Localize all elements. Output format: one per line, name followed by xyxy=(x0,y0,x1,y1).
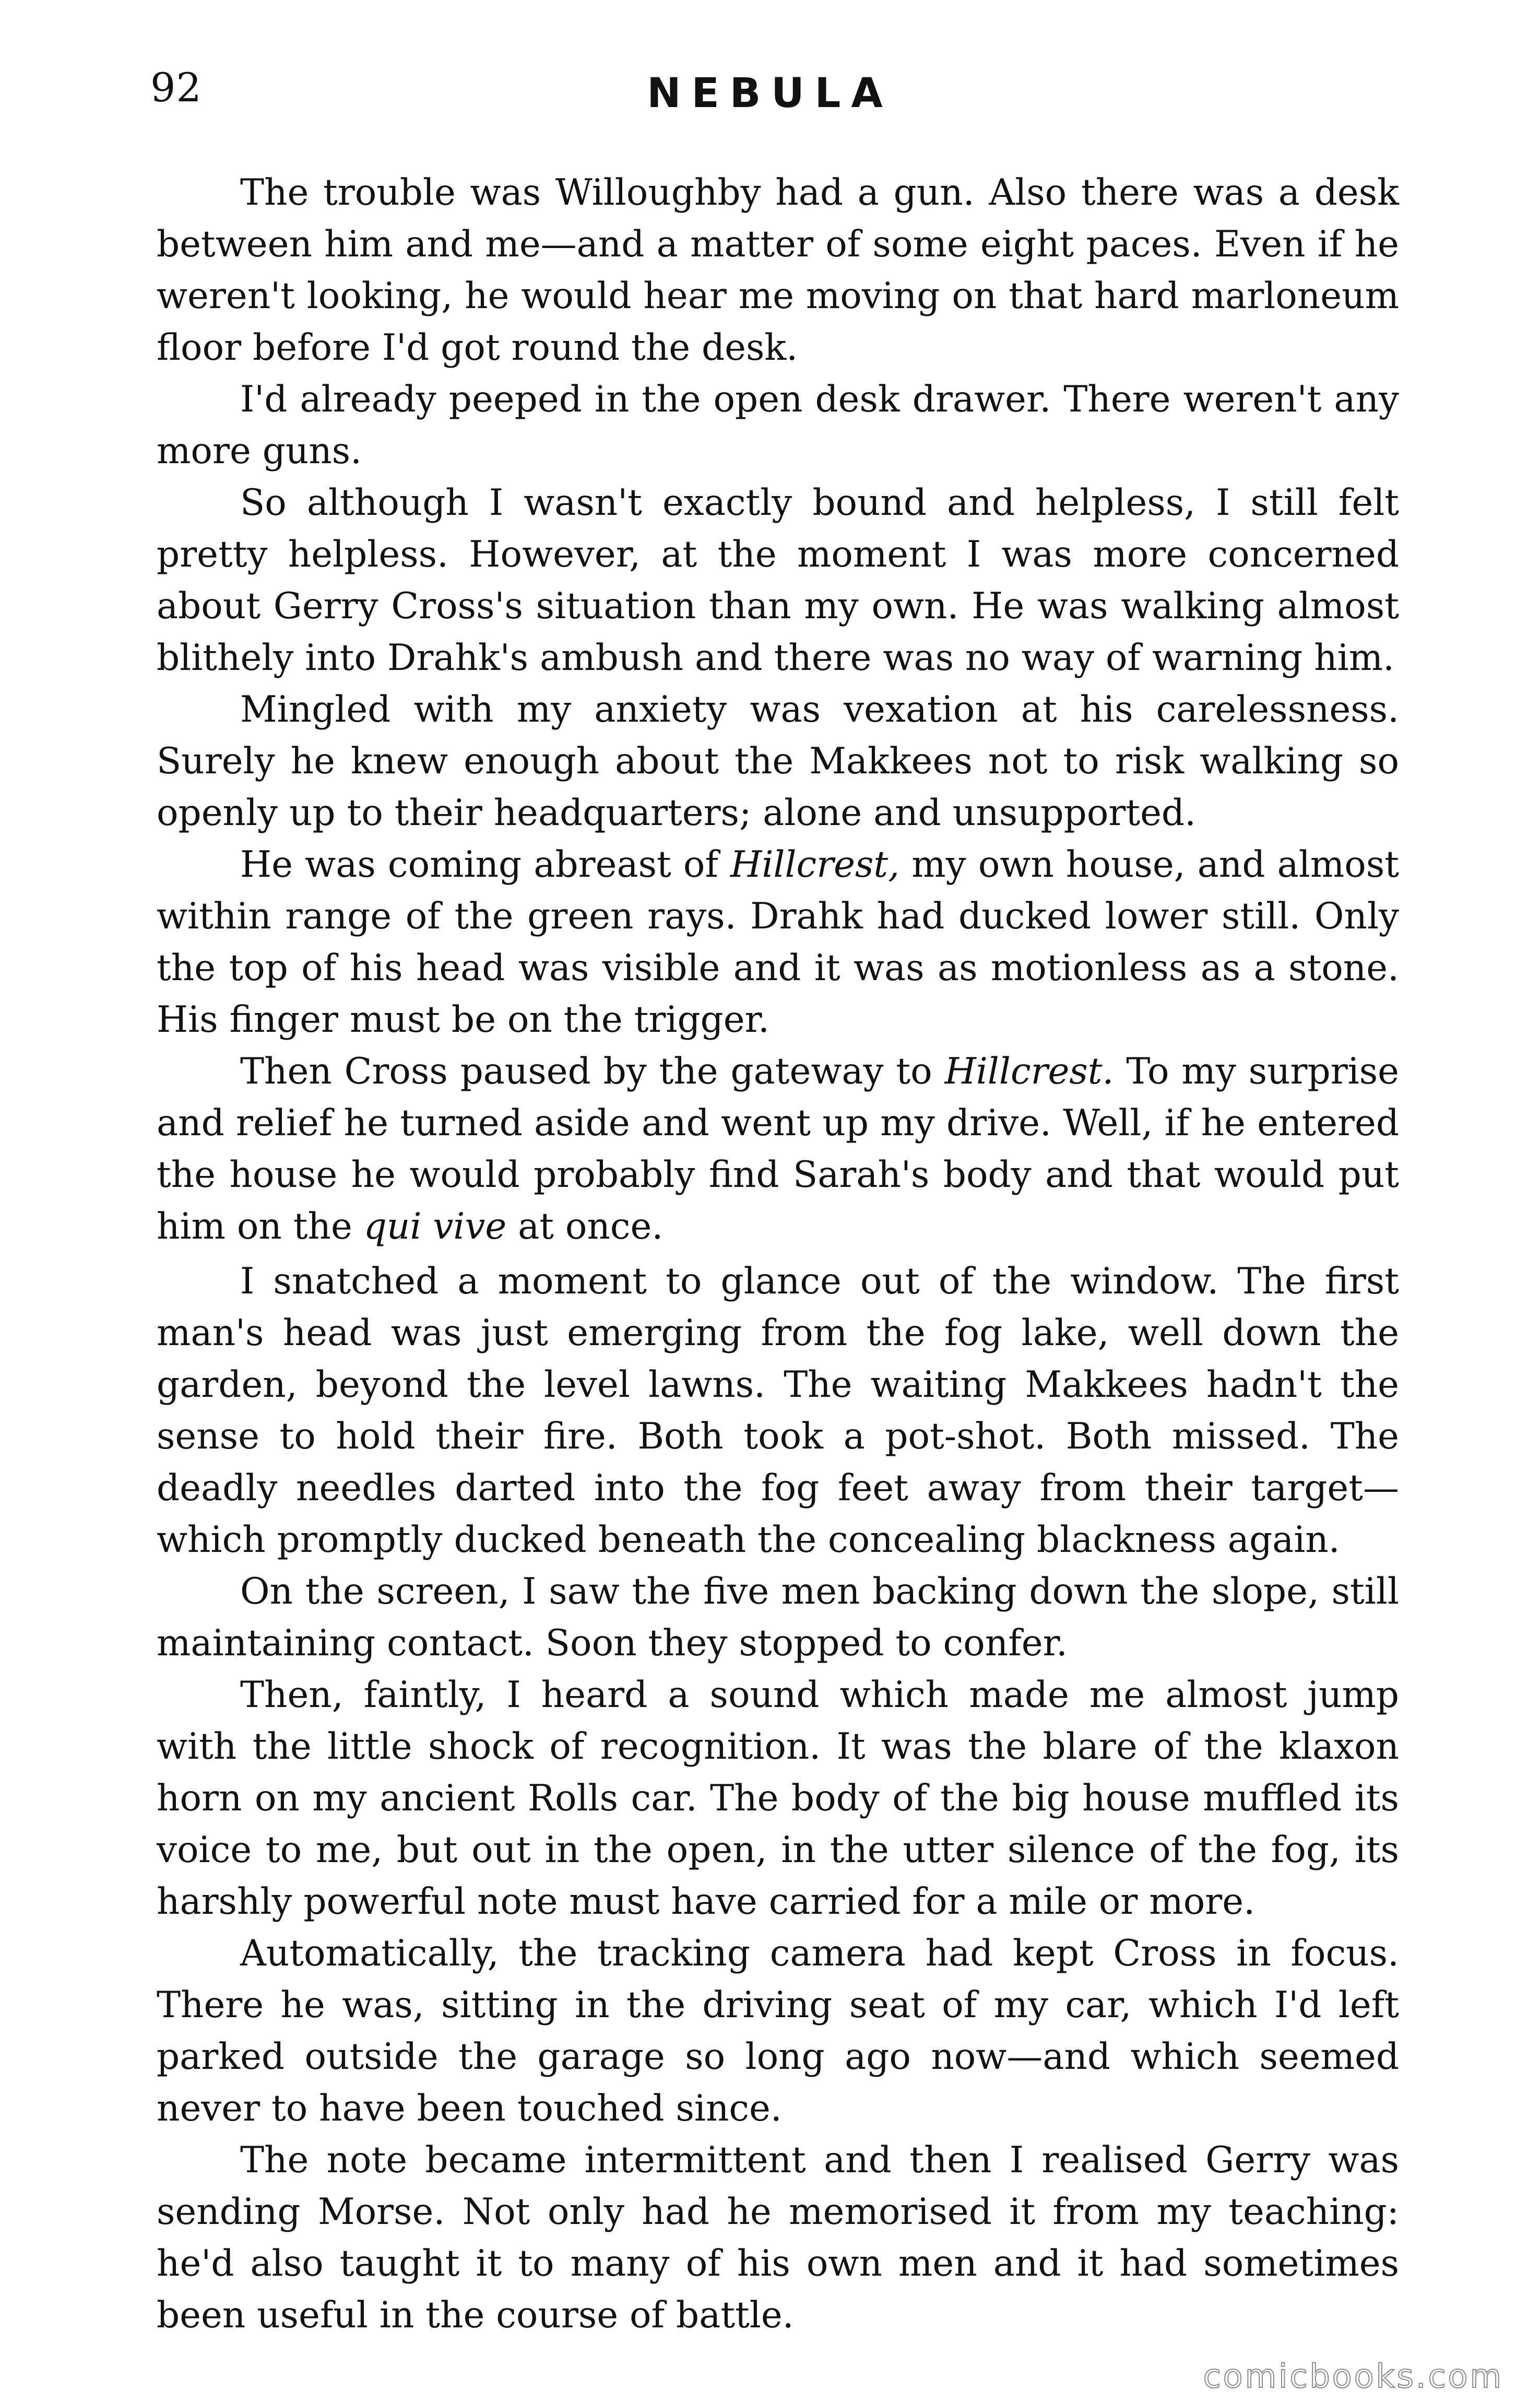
paragraph: The trouble was Willoughby had a gun. Also there was a desk between him and me—and a matter of some eight paces. Even if he weren't looking, he would hear me moving on that hard marloneum floor before I'd got round the desk. xyxy=(157,172,1399,369)
running-head: NEBULA xyxy=(647,70,893,117)
italic-phrase: qui vive xyxy=(363,1206,507,1247)
paragraph xyxy=(157,1046,1399,1253)
watermark: comicbooks.com xyxy=(1203,2357,1503,2395)
paragraph: I'd already peeped in the open desk drawer. There weren't any more guns. xyxy=(157,379,1399,472)
paragraph-text: He was coming abreast of xyxy=(240,844,731,886)
paragraph: I snatched a moment to glance out of the window. The first man's head was just emerging from the fog lake, well down the garden, beyond the level lawns. The waiting Makkees hadn't the sense to hold their fire. Both took a pot-shot. Both missed. The deadly needles darted into the fog feet away from their target—which promptly ducked beneath the concealing blackness again. xyxy=(157,1261,1399,1561)
paragraph: Then, faintly, I heard a sound which made me almost jump with the little shock of recognition. It was the blare of the klaxon horn on my ancient Rolls car. The body of the big house muffled its voice to me, but out in the open, in the utter silence of the fog, its harshly powerful note must have carried for a mile or more. xyxy=(157,1674,1399,1923)
paragraph-text: my own house, and almost within range of the green rays. Drahk had ducked lower still. Only the top of his head was visible and it was as motionless as a stone. His finger must be on the trigger. xyxy=(157,844,1399,1041)
paragraph: The note became intermittent and then I realised Gerry was sending Morse. Not only had he memorised it from my teaching: he'd also taught it to many of his own men and it had sometimes been useful in the course of battle. xyxy=(157,2139,1399,2336)
page-number: 92 xyxy=(150,64,202,111)
body-text xyxy=(157,167,1399,2341)
paragraph: On the screen, I saw the five men backing down the slope, still maintaining contact. Soon they stopped to confer. xyxy=(157,1571,1399,1664)
italic-house-name: Hillcrest, xyxy=(730,844,900,886)
italic-house-name: Hillcrest. xyxy=(944,1051,1114,1092)
paragraph-text: at once. xyxy=(506,1206,664,1247)
paragraph-text: To my surprise and relief he turned aside and went up my drive. Well, if he entered the house he would probably find Sarah's body and that would put him on the xyxy=(157,1051,1399,1247)
paragraph-text: Then Cross paused by the gateway to xyxy=(240,1051,945,1092)
paragraph xyxy=(157,839,1399,1046)
paragraph: So although I wasn't exactly bound and helpless, I still felt pretty helpless. However, at the moment I was more concerned about Gerry Cross's situation than my own. He was walking almost blithely into Drahk's ambush and there was no way of warning him. xyxy=(157,482,1399,679)
paragraph: Automatically, the tracking camera had kept Cross in focus. There he was, sitting in the driving seat of my car, which I'd left parked outside the garage so long ago now—and which seemed never to have been touched since. xyxy=(157,1933,1399,2129)
paragraph: Mingled with my anxiety was vexation at his carelessness. Surely he knew enough about the Makkees not to risk walking so openly up to their headquarters; alone and unsupported. xyxy=(157,689,1399,834)
